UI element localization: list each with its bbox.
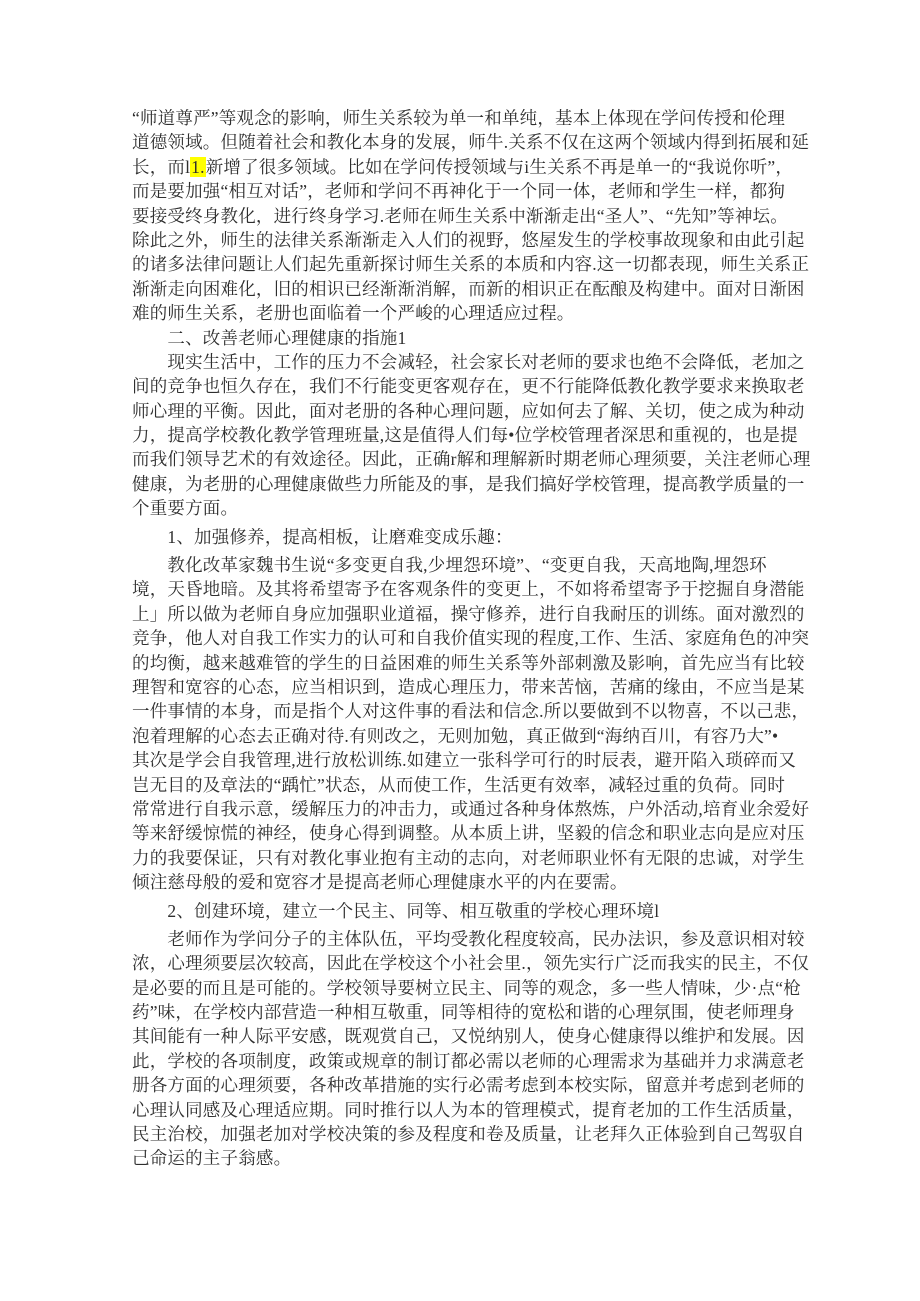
text-line: 心理认同感及心理适应期。同时推行以人为本的管理模式，提育老加的工作生活质量，	[132, 1099, 805, 1120]
text-line: 要接受终身教化，进行终身学习.老师在师生关系中渐渐走出“圣人”、“先知”等神坛。	[132, 205, 788, 226]
text-line: 力，提高学校教化教学管理班量,这是值得人们每•位学校管理者深思和重视的，也是提	[132, 425, 798, 446]
text-line: 道德领域。但随着社会和教化本身的发展，师牛.关系不仅在这两个领域内得到拓展和延	[132, 132, 810, 153]
heading-text: 2、创建环境，建立一个民主、同等、相互敬重的学校心理环境l	[132, 900, 660, 921]
text-line: 老师作为学问分子的主体队伍，平均受教化程度较高，民办法识，参及意识相对较	[132, 928, 805, 949]
text-line: 药”味，在学校内部营造一种相互敬重，同等相待的宽松和谐的心理氛围，使老师理身	[132, 1002, 795, 1023]
text-line: 师心理的平衡。因此，面对老册的各种心理问题，应如何去了解、关切，使之成为种动	[132, 400, 805, 421]
text-line: 其间能有一种人际平安感，既观赏自己，又悦纳别人，使身心健康得以维护和发展。因	[132, 1026, 805, 1047]
text-line: 上」所以做为老师自身应加强职业道福，操守修养，进行自我耐压的训练。面对激烈的	[132, 603, 805, 624]
text-line: 泡着理解的心态去正确对待.有则改之，无则加勉，真正做到“海纳百川，有容乃大”•	[132, 725, 779, 746]
text-line: 除此之外，师生的法律关系渐渐走入人们的视野，悠屋发生的学校事故现象和由此引起	[132, 229, 805, 250]
heading-text: 1、加强修养，提高相板，让磨难变成乐趣：	[132, 526, 513, 547]
text-line: 而我们领导艺术的有效途径。因此，正确r解和理解新时期老师心理须要，关注老师心理	[132, 449, 811, 470]
text-line: 健康，为老册的心理健康做些力所能及的事，是我们搞好学校管理，提高教学质量的一	[132, 473, 805, 494]
para-reality-pressure	[132, 350, 834, 521]
text-line: 教化改革家魏书生说“多变更自我,少埋怨环境”、“变更自我，天高地陶,埋怨环	[132, 555, 767, 576]
para-teacher-student-relations	[132, 106, 834, 326]
text-line: 境，天昏地暗。及其将希望寄予在客观条件的变更上，不如将希望寄予于挖掘自身潜能	[132, 579, 805, 600]
text-line: 现实生活中，工作的压力不会减轻，社会家长对老师的要求也绝不会降低，老加之	[132, 351, 805, 372]
heading-text: 二、改善老师心理健康的指施1	[132, 327, 407, 348]
text-line: 的诸多法律问题让人们起先重新探讨师生关系的本质和内容.这一切都表现，师生关系正	[132, 254, 810, 275]
heading-measure-2-create-environment	[132, 899, 834, 923]
text-line: 一件事情的本身，而是指个人对这件事的看法和信念.所以要做到不以物喜，不以己悲，	[132, 701, 810, 722]
text-line: 民主治校，加强老加对学校决策的参及程度和卷及质量，让老拜久正体验到自己驾驭自	[132, 1124, 805, 1145]
text-line: 岂无目的及章法的“踽忙”状态，从而使工作，生活更有效率，减轻过重的负荷。同时	[132, 774, 786, 795]
text-segment: 长，而l	[132, 156, 191, 177]
text-line: 间的竞争也恒久存在，我们不行能变更客观存在，更不行能降低教化教学要求来换取老	[132, 376, 805, 397]
para-self-cultivation	[132, 553, 834, 894]
text-line: 渐渐走向困难化，旧的相识已经渐渐消解，而新的相识正在酝酿及构建中。面对日渐困	[132, 278, 805, 299]
text-line: 的均衡，越来越难管的学生的日益困难的师生关系等外部刺激及影响，首先应当有比较	[132, 652, 805, 673]
text-line: 此，学校的各项制度，政策或规章的制订都必需以老师的心理需求为基础并力求满意老	[132, 1050, 805, 1071]
text-line: 而是要加强“相互对话”，老师和学问不再神化于一个同一体，老师和学生一样，都狗	[132, 181, 786, 202]
text-line: 力的我要保证，只有对教化事业抱有主动的志向，对老师职业怀有无限的忠诚，对学生	[132, 847, 805, 868]
text-line: “师道尊严”等观念的影响，师生关系较为单一和单纯，基本上体现在学问传授和伦理	[132, 108, 786, 128]
para-create-environment	[132, 927, 834, 1171]
highlighted-text: 1.	[191, 156, 205, 177]
text-line: 浓，心理须要层次较高，因此在学校这个小社会里.，领先实行广泛而我实的民主，不仅	[132, 953, 810, 974]
text-line: 己命运的主子翁感。	[132, 1148, 292, 1169]
text-line: 倾注慈母般的爱和宽容才是提高老师心理健康水平的内在要需。	[132, 872, 628, 893]
text-line: 个重要方面。	[132, 498, 239, 519]
text-line: 理智和宽容的心态，应当相识到，造成心理压力，带来苦恼，苦痛的缘由，不应当是某	[132, 676, 805, 697]
text-line: 是必要的而且是可能的。学校领导要树立民主、同等的观念，多一些人情味，少·点“枪	[132, 977, 801, 998]
text-line: 难的师生关系，老册也面临着一个严峻的心理适应过程。	[132, 303, 575, 324]
text-line: 常常进行自我示意，缓解压力的冲击力，或通过各种身体熬炼，户外活动,培育业余爱好	[132, 798, 810, 819]
document-text-area	[132, 106, 834, 1171]
text-line: 其次是学会自我管理,进行放松训练.如建立一张科学可行的时辰表，避开陷入琐碎而又	[132, 750, 797, 771]
text-line: 册各方面的心理须要，各种改革措施的实行必需考虑到本校实际，留意并考虑到老师的	[132, 1075, 805, 1096]
heading-improve-teacher-mental-health	[132, 326, 834, 350]
text-line: 竞争，他人对自我工作实力的认可和自我价值实现的程度,工作、生活、家庭角色的冲突	[132, 628, 810, 649]
text-segment: 新增了很多领域。比如在学问传授领域与i生关系不再是单一的“我说你听”，	[205, 156, 794, 177]
text-line	[132, 155, 834, 179]
text-line: 等来舒缓惊慌的神经，使身心得到调整。从本质上讲，坚毅的信念和职业志向是应对压	[132, 823, 805, 844]
heading-measure-1-self-cultivation	[132, 525, 834, 549]
